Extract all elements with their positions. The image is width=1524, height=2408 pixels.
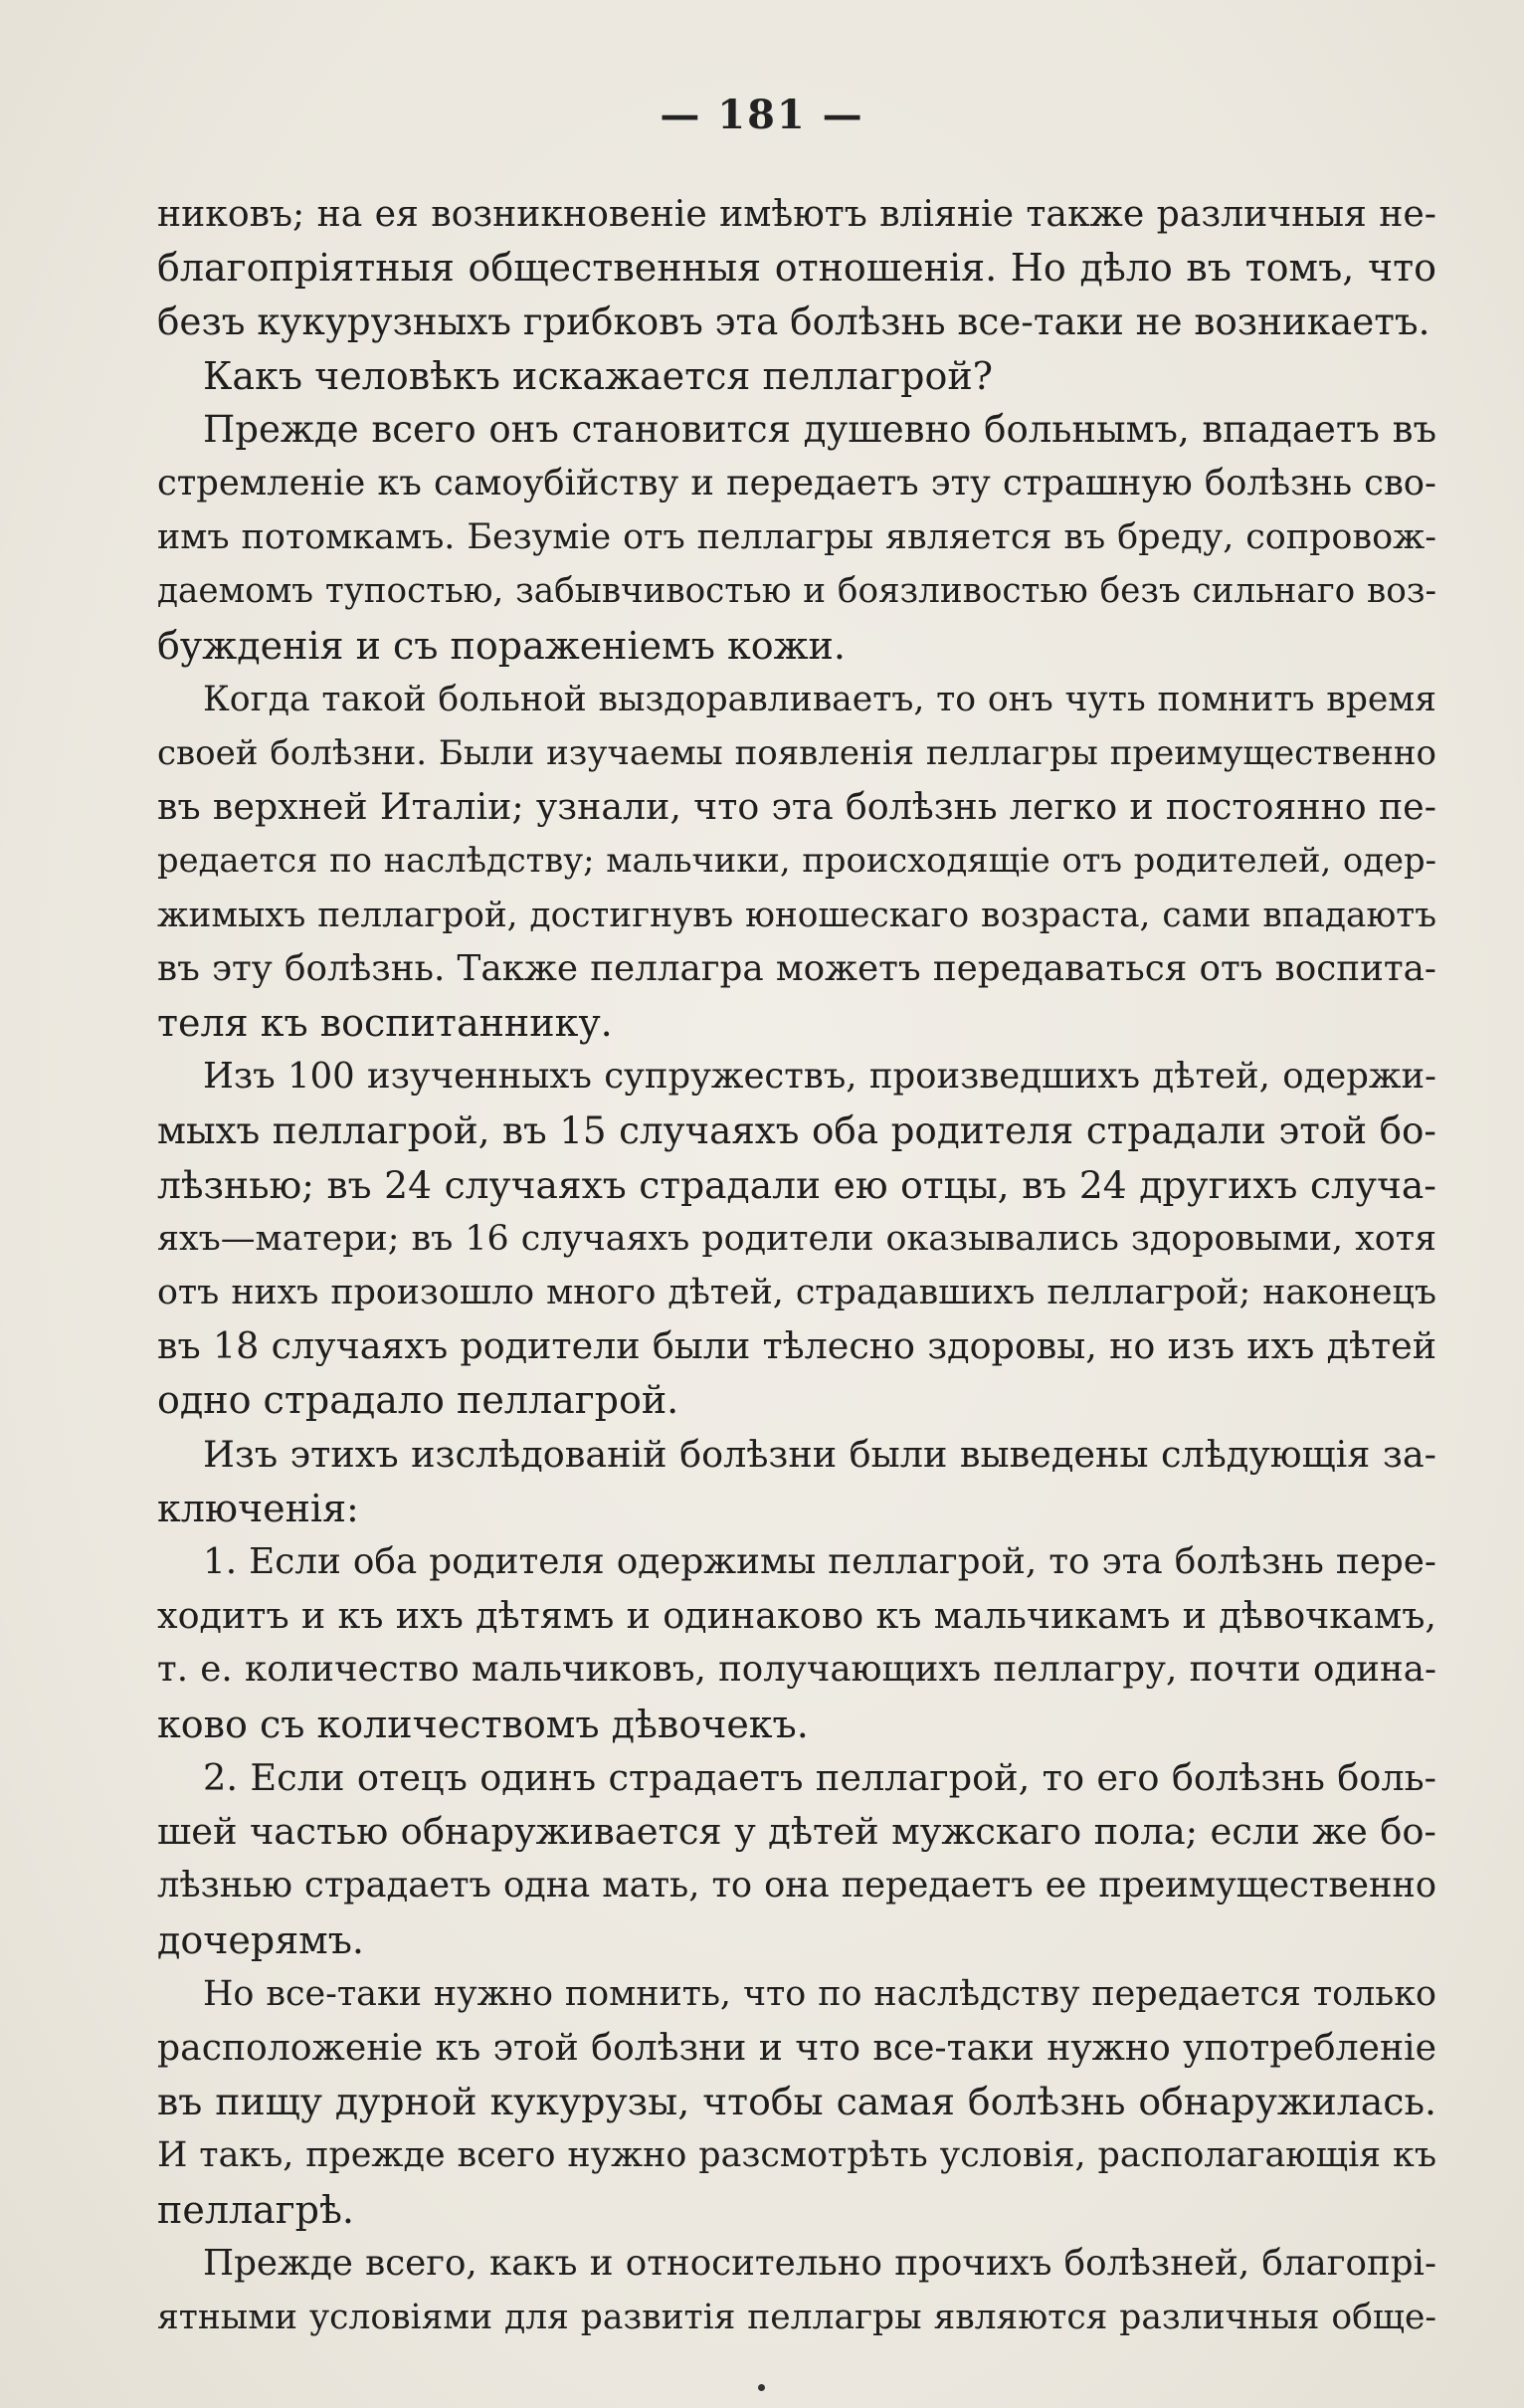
text-line: одно страдало пеллагрой. [157, 1378, 679, 1423]
text-line: И такъ, прежде всего нужно разсмотрѣть условія, располагающія къ [157, 2135, 1436, 2176]
text-line: Прежде всего онъ становится душевно больнымъ, впадаетъ въ [203, 407, 1436, 451]
text-line: даемомъ тупостью, забывчивостью и боязливостью безъ сильнаго воз- [157, 571, 1436, 612]
text-line: благопріятныя общественныя отношенія. Но дѣло въ томъ, что [157, 246, 1436, 291]
text-line: жимыхъ пеллагрой, достигнувъ юношескаго возраста, сами впадаютъ [157, 895, 1436, 935]
text-line: Изъ 100 изученныхъ супружествъ, произведшихъ дѣтей, одержи- [203, 1056, 1436, 1098]
text-line: теля къ воспитаннику. [157, 1001, 613, 1046]
text-line: Когда такой больной выздоравливаетъ, то онъ чуть помнитъ время [203, 679, 1436, 719]
text-line: въ 18 случаяхъ родители были тѣлесно здоровы, но изъ ихъ дѣтей [157, 1324, 1436, 1368]
text-line: 1. Если оба родителя одержимы пеллагрой, то эта болѣзнь пере- [203, 1541, 1436, 1583]
body-text [157, 187, 1436, 2344]
text-line: редается по наслѣдству; мальчики, происходящіе отъ родителей, одер- [157, 841, 1436, 881]
text-line: ятными условіями для развитія пеллагры являются различныя обще- [157, 2297, 1436, 2337]
text-line: Изъ этихъ изслѣдованій болѣзни были выведены слѣдующія за- [203, 1432, 1436, 1476]
footer-dot [758, 2384, 765, 2391]
text-line: никовъ; на ея возникновеніе имѣютъ вліяніе также различныя не- [157, 192, 1436, 235]
text-line: т. е. количество мальчиковъ, получающихъ пеллагру, почти одина- [157, 1649, 1436, 1691]
text-line: имъ потомкамъ. Безуміе отъ пеллагры является въ бреду, сопровож- [157, 517, 1436, 558]
page-number: — 181 — [660, 92, 864, 138]
text-line: ключенія: [157, 1486, 359, 1530]
text-line: яхъ—матери; въ 16 случаяхъ родители оказывались здоровыми, хотя [157, 1218, 1436, 1259]
text-line: въ пищу дурной кукурузы, чтобы самая болѣзнь обнаружилась. [157, 2080, 1436, 2124]
text-line: пеллагрѣ. [157, 2187, 354, 2232]
text-line: шей частью обнаруживается у дѣтей мужскаго пола; если же бо- [157, 1810, 1436, 1854]
text-line: въ эту болѣзнь. Также пеллагра можетъ передаваться отъ воспита- [157, 947, 1436, 989]
text-line: ходитъ и къ ихъ дѣтямъ и одинаково къ мальчикамъ и дѣвочкамъ, [157, 1594, 1436, 1638]
text-line: Прежде всего, какъ и относительно прочихъ болѣзней, благопрі- [203, 2242, 1436, 2284]
text-line: въ верхней Италіи; узнали, что эта болѣзнь легко и постоянно пе- [157, 785, 1436, 829]
text-line: расположеніе къ этой болѣзни и что все-таки нужно употребленіе [157, 2025, 1436, 2069]
text-line: ково съ количествомъ дѣвочекъ. [157, 1702, 809, 1746]
text-line: лѣзнью; въ 24 случаяхъ страдали ею отцы, въ 24 другихъ случа- [157, 1162, 1436, 1207]
text-line: мыхъ пеллагрой, въ 15 случаяхъ оба родителя страдали этой бо- [157, 1108, 1436, 1153]
text-line: Но все-таки нужно помнить, что по наслѣдству передается только [203, 1973, 1436, 2014]
text-line: отъ нихъ произошло много дѣтей, страдавшихъ пеллагрой; наконецъ [157, 1273, 1436, 1313]
text-line: стремленіе къ самоубійству и передаетъ эту страшную болѣзнь сво- [157, 463, 1436, 504]
text-line: бужденія и съ пораженіемъ кожи. [157, 623, 846, 668]
text-line: своей болѣзни. Были изучаемы появленія пеллагры преимущественно [157, 733, 1436, 774]
text-line: Какъ человѣкъ искажается пеллагрой? [203, 353, 994, 398]
text-line: лѣзнью страдаетъ одна мать, то она передаетъ ее преимущественно [157, 1865, 1436, 1906]
text-line: безъ кукурузныхъ грибковъ эта болѣзнь все-таки не возникаетъ. [157, 300, 1430, 344]
text-line: 2. Если отецъ одинъ страдаетъ пеллагрой, то его болѣзнь боль- [203, 1755, 1436, 1799]
text-line: дочерямъ. [157, 1917, 364, 1962]
